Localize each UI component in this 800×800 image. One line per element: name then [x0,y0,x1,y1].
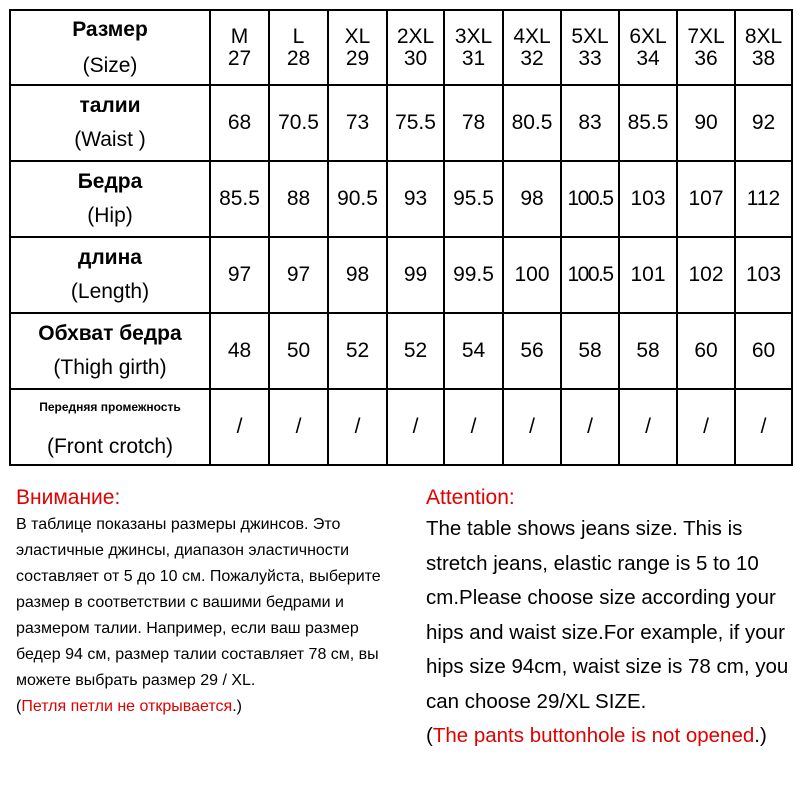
notice-ru-note: (Петля петли не открывается.) [16,698,242,715]
size-label-ru: Размер [72,17,148,41]
value-cell: 100 [503,237,561,313]
size-label-en: (Size) [82,53,138,77]
value-cell: 100.5 [561,161,619,237]
size-header-cell [10,10,210,85]
size-cell: XL 29 [328,10,387,85]
row-label: Обхват бедра (Thigh girth) [10,313,210,389]
value-cell: / [735,389,792,465]
value-cell: 75.5 [387,85,444,161]
size-cell: 8XL 38 [735,10,792,85]
size-cell: 4XL 32 [503,10,561,85]
front-crotch-row [10,389,792,465]
size-cell: L 28 [269,10,328,85]
hip-row [10,161,792,237]
value-cell: / [328,389,387,465]
value-cell: 98 [503,161,561,237]
thigh-row [10,313,792,389]
value-cell: 102 [677,237,735,313]
value-cell: / [619,389,677,465]
waist-row [10,85,792,161]
notice-ru-title: Внимание: [16,486,121,509]
value-cell: / [387,389,444,465]
value-cell: / [269,389,328,465]
size-cell: 2XL 30 [387,10,444,85]
value-cell: 100.5 [561,237,619,313]
size-cell: M 27 [210,10,269,85]
size-cell: 6XL 34 [619,10,677,85]
value-cell: 60 [677,313,735,389]
value-cell: 70.5 [269,85,328,161]
value-cell: 68 [210,85,269,161]
size-chart-table [9,9,793,466]
value-cell: 103 [619,161,677,237]
notice-en-note: (The pants buttonhole is not opened.) [426,724,767,747]
value-cell: 97 [269,237,328,313]
value-cell: / [561,389,619,465]
value-cell: 112 [735,161,792,237]
value-cell: 73 [328,85,387,161]
value-cell: 99.5 [444,237,503,313]
value-cell: / [503,389,561,465]
value-cell: 60 [735,313,792,389]
size-cell: 3XL 31 [444,10,503,85]
value-cell: 52 [387,313,444,389]
value-cell: 93 [387,161,444,237]
value-cell: 85.5 [210,161,269,237]
value-cell: 90 [677,85,735,161]
row-label: Бедра (Hip) [10,161,210,237]
value-cell: 101 [619,237,677,313]
value-cell: 85.5 [619,85,677,161]
value-cell: 54 [444,313,503,389]
notice-en-title: Attention: [426,486,515,509]
size-cell: 5XL 33 [561,10,619,85]
value-cell: 103 [735,237,792,313]
value-cell: / [210,389,269,465]
row-label: Передняя промежность (Front crotch) [10,389,210,465]
length-row [10,237,792,313]
value-cell: 48 [210,313,269,389]
notice-english [426,484,798,754]
value-cell: 58 [561,313,619,389]
value-cell: 98 [328,237,387,313]
value-cell: 58 [619,313,677,389]
size-row [10,10,792,85]
value-cell: 97 [210,237,269,313]
value-cell: 52 [328,313,387,389]
row-label: длина (Length) [10,237,210,313]
value-cell: 80.5 [503,85,561,161]
value-cell: 90.5 [328,161,387,237]
value-cell: 88 [269,161,328,237]
value-cell: 78 [444,85,503,161]
row-label: талии (Waist ) [10,85,210,161]
value-cell: 56 [503,313,561,389]
notice-russian [16,484,400,720]
value-cell: 83 [561,85,619,161]
value-cell: 99 [387,237,444,313]
value-cell: / [677,389,735,465]
value-cell: 50 [269,313,328,389]
notice-en-body: The table shows jeans size. This is stretch jeans, elastic range is 5 to 10 cm.Please choose size according your hips and waist size.For example, if your hips size 94cm, waist size is 78 cm, you can choose 29/XL SIZE. [426,517,789,713]
notice-ru-body: В таблице показаны размеры джинсов. Это эластичные джинсы, диапазон эластичности составляет от 5 до 10 см. Пожалуйста, выберите размер в соответствии с вашими бедрами и размером талии. Например, если ваш размер бедер 94 см, размер талии составляет 78 см, вы можете выбрать размер 29 / XL. [16,516,381,689]
value-cell: / [444,389,503,465]
value-cell: 92 [735,85,792,161]
value-cell: 95.5 [444,161,503,237]
size-cell: 7XL 36 [677,10,735,85]
value-cell: 107 [677,161,735,237]
